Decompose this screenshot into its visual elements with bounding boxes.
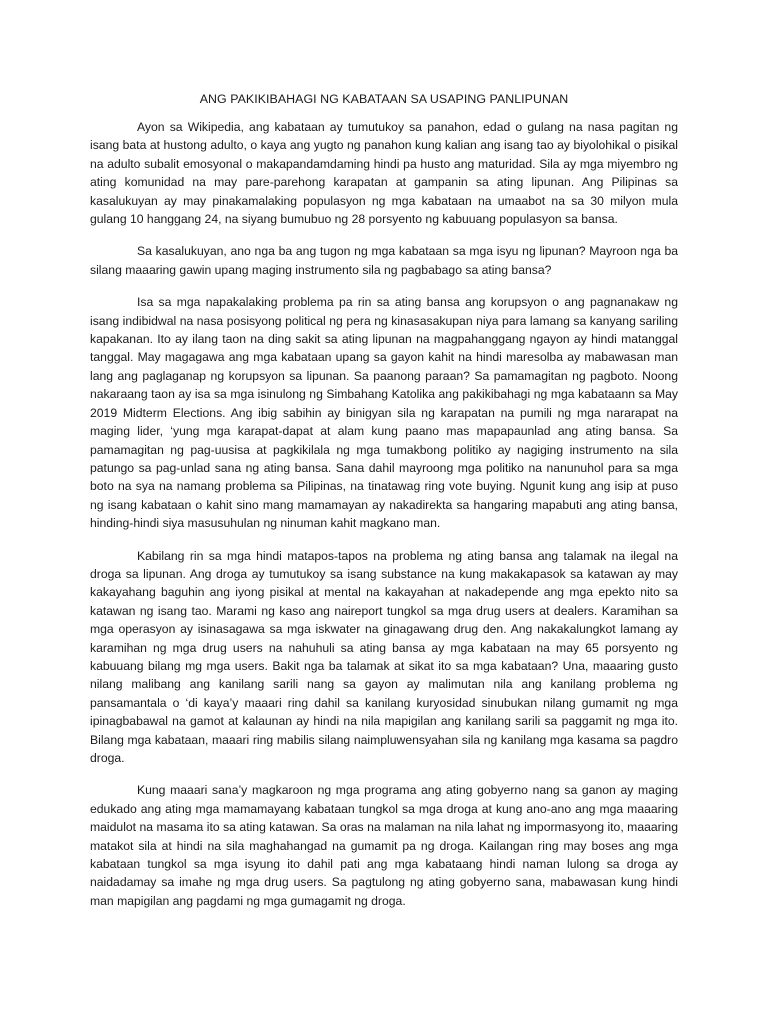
paragraph-2: Sa kasalukuyan, ano nga ba ang tugon ng mga kabataan sa mga isyu ng lipunan? Mayroon nga ba silang maaaring gawin upang maging instrumento sila ng pagbabago sa ating bansa? <box>90 244 678 277</box>
document-body <box>90 118 678 910</box>
paragraph-1: Ayon sa Wikipedia, ang kabataan ay tumutukoy sa panahon, edad o gulang na nasa pagitan ng isang bata at hustong adulto, o kaya ang yugto ng panahon kung kalian ang isang tao ay biyolohikal o pisikal na adulto subalit emosyonal o makapandamdaming hindi pa husto ang maturidad. Sila ay mga miyembro ng ating komunidad na may pare-parehong karapatan at gampanin sa ating lipunan. Ang Pilipinas sa kasalukuyan ay may pinakamalaking populasyon ng mga kabataan na umaabot na sa 30 milyon mula gulang 10 hanggang 24, na siyang bumubuo ng 28 porsyento ng kabuuang populasyon sa bansa. <box>90 120 678 227</box>
paragraph-3: Isa sa mga napakalaking problema pa rin sa ating bansa ang korupsyon o ang pagnanakaw ng isang indibidwal na nasa posisyong political ng pera ng kinasasakupan niya para lamang sa kanyang sariling kapakanan. Ito ay ilang taon na ding sakit sa ating lipunan na magpahanggang ngayon ay hindi matanggal tanggal. May magagawa ang mga kabataan upang sa gayon kahit na hindi maresolba ay mabawasan man lang ang paglaganap ng korupsyon sa lipunan. Sa paanong paraan? Sa pamamagitan ng pagboto. Noong nakaraang taon ay isa sa mga isinulong ng Simbahang Katolika ang pakikibahagi ng mga kabataann sa May 2019 Midterm Elections. Ang ibig sabihin ay binigyan sila ng karapatan na pumili ng mga nararapat na maging lider, ‘yung mga karapat-dapat at alam kung paano mas mapapaunlad ang ating bansa. Sa pamamagitan ng pag-uusisa at pagkikilala ng mga tumakbong politiko ay nagiging instrumento na sila patungo sa pag-unlad sana ng ating bansa. Sana dahil mayroong mga politiko na nanunuhol para sa mga boto na sya na namang problema sa Pilipinas, na tinatawag ring vote buying. Ngunit kung ang isip at puso ng isang kabataan o kahit sino mang mamamayan ay nakadirekta sa hangaring mapabuti ang ating bansa, hinding-hindi siya masusuhulan ng ninuman kahit magkano man. <box>90 295 678 531</box>
paragraph-4: Kabilang rin sa mga hindi matapos-tapos na problema ng ating bansa ang talamak na ilegal na droga sa lipunan. Ang droga ay tumutukoy sa isang substance na kung makakapasok sa katawan ay may kakayahang baguhin ang iyong pisikal at mental na kakayahan at nakadepende ang mga epekto nito sa katawan ng isang tao. Marami ng kaso ang naireport tungkol sa mga drug users at dealers. Karamihan sa mga operasyon ay isinasagawa sa mga iskwater na ginagawang drug den. Ang nakakalungkot lamang ay karamihan ng mga drug users na nahuhuli sa ating bansa ay mga kabataan na may 65 porsyento ng kabuuang bilang mg mga users. Bakit nga ba talamak at sikat ito sa mga kabataan? Una, maaaring gusto nilang malibang ang kanilang sarili nang sa gayon ay malimutan nila ang kanilang problema ng pansamantala o ‘di kaya’y maaari ring dahil sa kanilang kuryosidad sinubukan nilang gumamit ng mga ipinagbabawal na gamot at kalaunan ay hindi na nila mapigilan ang kanilang sarili sa paggamit ng mga ito. Bilang mga kabataan, maaari ring mabilis silang naimpluwensyahan sila ng kanilang mga kasama sa pagdro droga. <box>90 548 678 765</box>
paragraph-5: Kung maaari sana’y magkaroon ng mga programa ang ating gobyerno nang sa ganon ay maging edukado ang ating mga mamamayang kabataan tungkol sa mga droga at kung ano-ano ang mga maaaring maidulot na masama ito sa ating katawan. Sa oras na malaman na nila lahat ng impormasyong ito, maaaring matakot sila at hindi na sila maghahangad na gumamit pa ng droga. Kailangan ring may boses ang mga kabataan tungkol sa mga isyung ito dahil pati ang mga kabataang hindi naman lulong sa droga ay naidadamay sa imahe ng mga drug users. Sa pagtulong ng ating gobyerno sana, mabawasan kung hindi man mapigilan ang pagdami ng mga gumagamit ng droga. <box>90 783 678 908</box>
document-title: ANG PAKIKIBAHAGI NG KABATAAN SA USAPING PANLIPUNAN <box>199 92 569 106</box>
